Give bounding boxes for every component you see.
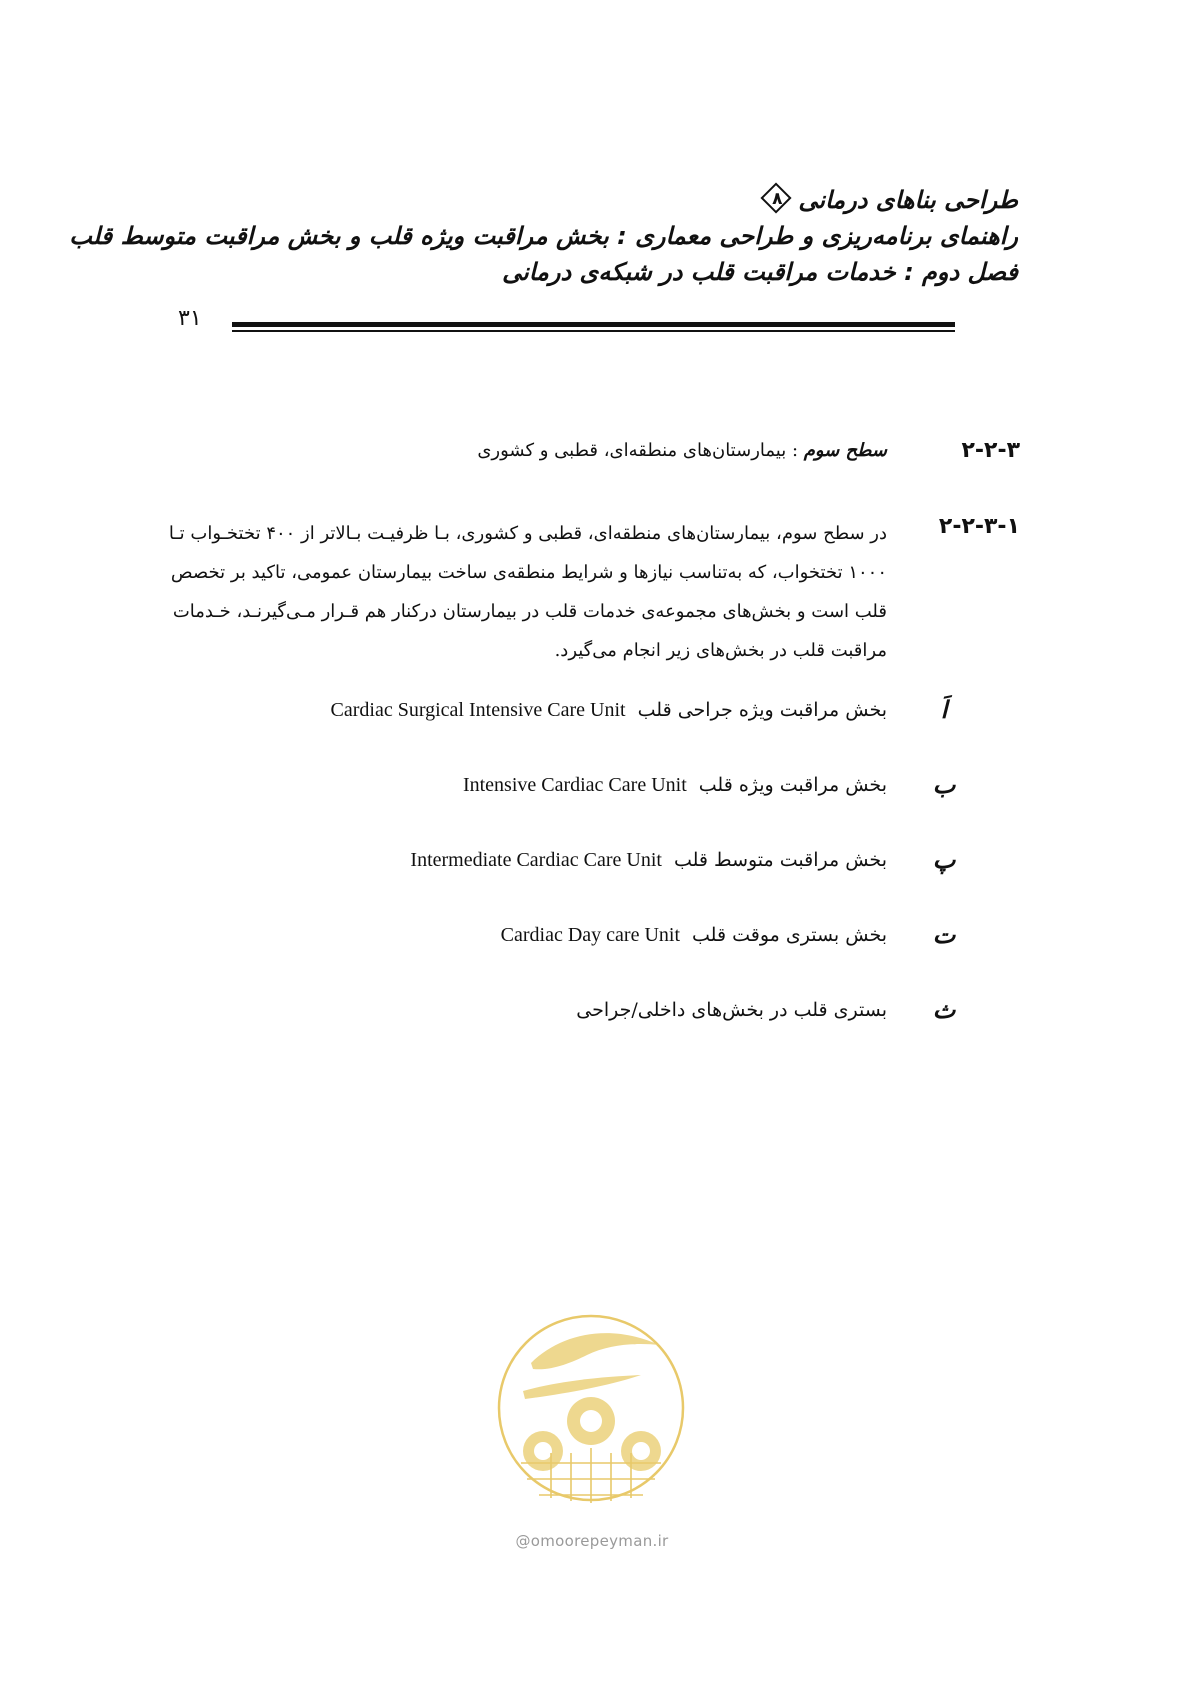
list-item — [331, 699, 887, 722]
paragraph-line: ۱۰۰۰ تختخواب، که به‌تناسب نیازها و شرایط منطقه‌ی ساخت بیمارستان عمومی، تاکید بر تخصص — [170, 562, 887, 583]
book-title: راهنمای برنامه‌ریزی و طراحی معماری : بخش مراقبت ویژه قلب و بخش مراقبت متوسط قلب — [69, 222, 1018, 250]
chapter-title: فصل دوم : خدمات مراقبت قلب در شبکه‌ی درمانی — [502, 258, 1018, 286]
omoore-peyman-logo-icon — [491, 1303, 691, 1513]
list-item — [501, 924, 887, 947]
list-item-fa: بخش مراقبت متوسط قلب — [673, 849, 887, 871]
list-item-letter: ب — [932, 771, 956, 799]
section-heading-emphasis: سطح سوم — [803, 440, 887, 461]
list-item — [463, 774, 887, 797]
page-number: ۳۱ — [178, 306, 202, 331]
list-item-letter: ث — [932, 996, 956, 1024]
paragraph-line: مراقبت قلب در بخش‌های زیر انجام می‌گیرد. — [554, 640, 887, 661]
paragraph-number: ۲-۲-۳-۱ — [938, 514, 1020, 539]
list-item — [564, 999, 887, 1022]
list-item-letter: ت — [932, 921, 956, 949]
paragraph-line: قلب است و بخش‌های مجموعه‌ی خدمات قلب در بیمارستان درکنار هم قـرار مـی‌گیرنـد، خـدمات — [172, 601, 887, 622]
series-title: طراحی بناهای درمانی — [798, 186, 1018, 214]
list-item-en: Cardiac Surgical Intensive Care Unit — [330, 699, 626, 721]
list-item-letter: اَ — [940, 696, 948, 724]
list-item-fa: بخش مراقبت ویژه جراحی قلب — [637, 699, 887, 721]
watermark-url: @omoorepeyman.ir — [515, 1532, 669, 1550]
list-item — [410, 849, 887, 872]
list-item-en: Intermediate Cardiac Care Unit — [410, 849, 662, 871]
section-number: ۲-۲-۳ — [961, 438, 1020, 463]
list-item-fa: بخش مراقبت ویژه قلب — [698, 774, 887, 796]
page-header — [69, 182, 1018, 290]
series-title-line — [178, 182, 1018, 218]
list-item-fa: بخش بستری موقت قلب — [692, 924, 887, 946]
header-rule-thick — [232, 322, 955, 327]
header-rule-thin — [232, 330, 955, 332]
list-item-en: Intensive Cardiac Care Unit — [462, 774, 687, 796]
list-item-en: Cardiac Day care Unit — [500, 924, 681, 946]
list-item-fa: بستری قلب در بخش‌های داخلی/جراحی — [576, 999, 887, 1021]
list-item-letter: پ — [932, 846, 956, 874]
section-heading — [477, 440, 887, 461]
series-number-badge — [762, 184, 792, 214]
paragraph-line: در سطح سوم، بیمارستان‌های منطقه‌ای، قطبی و کشوری، بـا ظرفیـت بـالاتر از ۴۰۰ تختخـواب تـا — [168, 523, 887, 544]
section-heading-text: : بیمارستان‌های منطقه‌ای، قطبی و کشوری — [477, 440, 804, 461]
body-paragraph — [168, 514, 887, 670]
series-number: ۸ — [772, 189, 783, 209]
